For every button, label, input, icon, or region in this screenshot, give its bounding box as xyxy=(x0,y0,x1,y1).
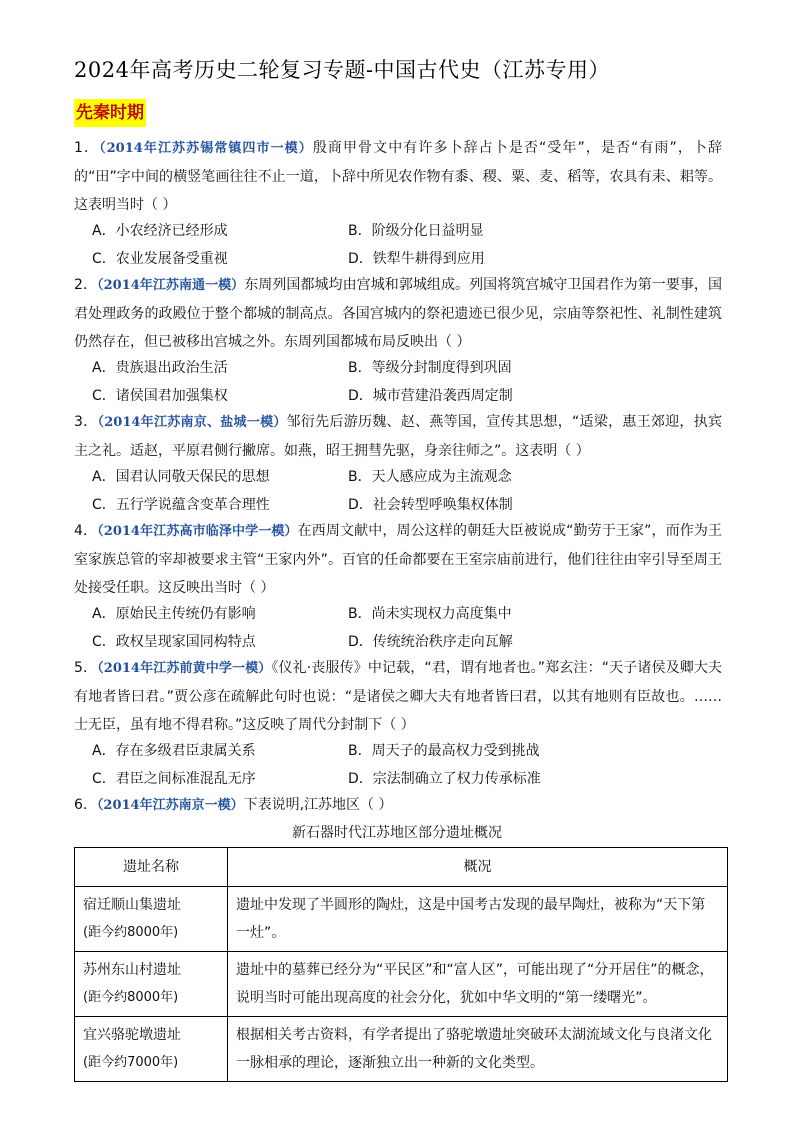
question-number: 5． xyxy=(74,660,98,676)
site-cell xyxy=(75,952,228,1017)
question-stem: 在西周文献中，周公这样的朝廷大臣被说成“勤劳于王家”，而作为王室家族总管的宰却被要求主管“王家内外”。百官的任命都要在王室宗庙前进行，他们往往由宰引导至周王处接受任职。这反映出当时（ ） xyxy=(74,523,722,596)
question-number: 3． xyxy=(74,414,98,430)
option-a: A．贵族退出政治生活 xyxy=(92,360,228,376)
option-b: B．周天子的最高权力受到挑战 xyxy=(348,743,540,759)
question-stem: 《仪礼·丧服传》中记载，“君，谓有地者也。”郑玄注：“天子诸侯及卿大夫有地者皆曰君。”贾公彦在疏解此句时也说：“是诸侯之卿大夫有地者皆曰君，以其有地则有臣故也。……士无臣，虽有地不得君称。”这反映了周代分封制下（ ） xyxy=(74,660,722,733)
site-cell xyxy=(75,1017,228,1082)
question-source: （2014年江苏南通一模） xyxy=(97,278,245,293)
table-caption: 新石器时代江苏地区部分遗址概况 xyxy=(292,825,502,841)
table-row xyxy=(75,887,728,952)
option-a: A．原始民主传统仍有影响 xyxy=(92,606,256,622)
site-age: (距今约7000年) xyxy=(83,1055,179,1070)
option-d: D．社会转型呼唤集权体制 xyxy=(348,497,513,513)
option-c: C．政权呈现家国同构特点 xyxy=(92,634,256,650)
header-overview: 概况 xyxy=(228,848,728,887)
question-source: （2014年江苏南京、盐城一模） xyxy=(97,415,287,430)
question-stem: 殷商甲骨文中有许多卜辞占卜是否“受年”，是否“有雨”，卜辞的“田”字中间的横竖笔画往往不止一道，卜辞中所见农作物有黍、稷、粟、麦、稻等，农具有耒、耜等。这表明当时（ ） xyxy=(74,140,722,213)
site-name: 宿迁顺山集遗址 xyxy=(83,897,181,913)
option-a: A．存在多级君臣隶属关系 xyxy=(92,743,256,759)
question-4-options xyxy=(92,600,732,656)
option-b: B．天人感应成为主流观念 xyxy=(348,469,512,485)
question-number: 6． xyxy=(74,797,97,813)
site-name: 宜兴骆驼墩遗址 xyxy=(83,1027,181,1043)
document-title: 2024年高考历史二轮复习专题-中国古代史（江苏专用） xyxy=(74,58,611,82)
option-c: C．诸侯国君加强集权 xyxy=(92,388,228,404)
question-6 xyxy=(74,791,722,820)
question-1-options xyxy=(92,217,732,273)
option-d: D．宗法制确立了权力传承标准 xyxy=(348,771,541,787)
option-a: A．国君认同敬天保民的思想 xyxy=(92,469,270,485)
option-a: A．小农经济已经形成 xyxy=(92,223,228,239)
question-5 xyxy=(74,654,722,739)
question-source: （2014年江苏高市临泽中学一模） xyxy=(97,524,298,539)
question-number: 4． xyxy=(74,523,98,539)
question-3-options xyxy=(92,463,732,519)
option-c: C．君臣之间标准混乱无序 xyxy=(92,771,256,787)
sites-table xyxy=(74,847,728,1082)
option-d: D．传统统治秩序走向瓦解 xyxy=(348,634,513,650)
option-b: B．等级分封制度得到巩固 xyxy=(348,360,512,376)
option-c: C．农业发展备受重视 xyxy=(92,251,228,267)
question-number: 1． xyxy=(74,140,100,156)
question-source: （2014年江苏苏锡常镇四市一模） xyxy=(99,141,313,156)
site-description: 遗址中发现了半圆形的陶灶，这是中国考古发现的最早陶灶，被称为“天下第一灶”。 xyxy=(228,887,728,952)
question-source: （2014年江苏南京一模） xyxy=(96,798,244,813)
question-stem: 下表说明,江苏地区（ ） xyxy=(243,797,393,813)
option-c: C．五行学说蕴含变革合理性 xyxy=(92,497,270,513)
site-age: (距今约8000年) xyxy=(83,990,179,1005)
site-cell xyxy=(75,887,228,952)
header-site-name: 遗址名称 xyxy=(75,848,228,887)
question-stem: 东周列国都城均由宫城和郭城组成。列国将筑宫城守卫国君作为第一要事，国君处理政务的政殿位于整个都城的制高点。各国宫城内的祭祀遗迹已很少见，宗庙等祭祀性、礼制性建筑仍然存在，但已被移出宫城之外。东周列国都城布局反映出（ ） xyxy=(74,277,722,350)
option-d: D．铁犁牛耕得到应用 xyxy=(348,251,485,267)
question-4 xyxy=(74,517,722,602)
option-d: D．城市营建沿袭西周定制 xyxy=(348,388,513,404)
site-description: 遗址中的墓葬已经分为“平民区”和“富人区”，可能出现了“分开居住”的概念，说明当时可能出现高度的社会分化，犹如中华文明的“第一缕曙光”。 xyxy=(228,952,728,1017)
site-description: 根据相关考古资料，有学者提出了骆驼墩遗址突破环太湖流域文化与良渚文化一脉相承的理论，逐渐独立出一种新的文化类型。 xyxy=(228,1017,728,1082)
question-number: 2． xyxy=(74,277,98,293)
question-stem: 邹衍先后游历魏、赵、燕等国，宣传其思想，“适梁，惠王郊迎，执宾主之礼。适赵，平原君侧行撇席。如燕，昭王拥彗先驱，身亲往师之”。这表明（ ） xyxy=(74,414,722,459)
question-1 xyxy=(74,134,722,219)
question-source: （2014年江苏前黄中学一模） xyxy=(97,661,272,676)
site-name: 苏州东山村遗址 xyxy=(83,962,181,978)
table-header-row xyxy=(75,848,728,887)
table-row xyxy=(75,1017,728,1082)
question-5-options xyxy=(92,737,732,793)
section-heading: 先秦时期 xyxy=(74,99,146,127)
question-2-options xyxy=(92,354,732,410)
question-2 xyxy=(74,271,722,356)
option-b: B．阶级分化日益明显 xyxy=(348,223,484,239)
question-3 xyxy=(74,408,722,465)
table-row xyxy=(75,952,728,1017)
site-age: (距今约8000年) xyxy=(83,925,179,940)
option-b: B．尚未实现权力高度集中 xyxy=(348,606,512,622)
